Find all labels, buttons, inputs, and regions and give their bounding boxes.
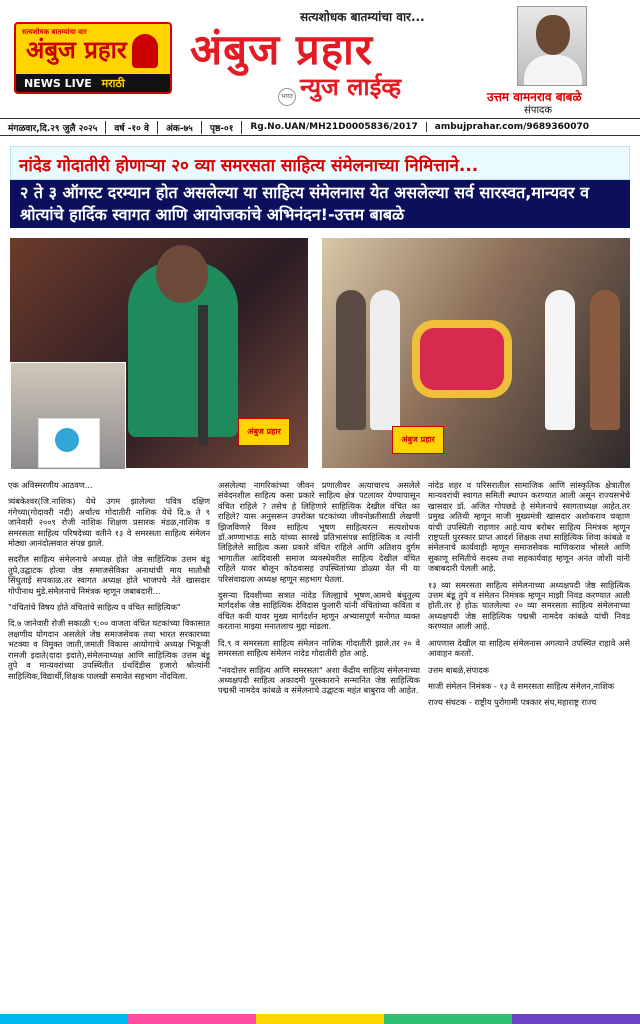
article-paragraph: नांदेड शहर व परिसरातील सामाजिक आणि सांस्कृतिक क्षेत्रातील मान्यवरांची स्वागत समिती स्थापन करण्यात आली असून राज्यसभेचे खासदार डॉ. अजित गोपछडे हे संमेलनाचे स्वागताध्यक्ष आहेत.तर प्रमुख अतिथी म्हणून माजी मुख्यमंत्री खासदार अशोकराव चव्हाण यांची उपस्थिती राहणार आहे.याच बरोबर साहित्य निमंत्रक म्हणून राष्ट्रपती पुरस्कार प्राप्त आदर्श शिक्षक तथा साहित्यिक शिवा कांबळे व संमेलनाचे कार्यवाही म्हणून समाजसेवक माणिकराव भोसले आणि सुकाणू समितीचे सदस्य तथा सहकार्यवाह म्हणून अनंत जोशी यांनी जबाबदारी पेलली आहे.	[428, 480, 630, 574]
article-paragraph: एक अविस्मरणीय आठवण...	[8, 480, 93, 490]
article-paragraph: "वंचितांचे विषय होते वंचितांचे साहित्य व वंचित साहित्यिक"	[8, 602, 181, 613]
article-paragraph: "नवदोत्तर साहित्य आणि समरसता" अशा केंद्रीय साहित्य संमेलनाच्या अध्यक्षपदी साहित्य अकादमी पुरस्काराने सन्मानित जेष्ठ साहित्यिक पद्मश्री नामदेव कांबळे व संमेलनाचे उद्घाटक महंत बाबुराव जी आहेत.	[218, 664, 420, 696]
brand-title: अंबुज प्रहार	[190, 25, 374, 74]
article-paragraph: १३ व्या समरसता साहित्य संमेलनाच्या अध्यक्षपदी जेष्ठ साहित्यिक उत्तम बंडू तुपे व संमेलन निमंत्रक म्हणून माझी निवड करण्यात आली होती.तर हे होऊ घातलेल्या २० व्या समरसता साहित्य संमेलनाच्या अध्यक्षपदी जेष्ठ साहित्यिक पद्मश्री नामदेव कांबळे यांची निवड करण्यात आली आहे.	[428, 579, 630, 632]
article-paragraph: दुसऱ्या दिवशीच्या सत्रात नांदेड जिल्ह्याचे भूषण,आमचे बंधुतुल्य मार्गदर्शक जेष्ठ साहित्यिक देविदास फुलारी यांनी वंचितांच्या कविता व वंचित कवी यावर मुख्य मार्गदर्शन म्हणून अभ्यासपूर्ण मनोगत व्यक्त करताना माझ्या मनातलाच मुद्दा मांडला.	[218, 590, 420, 632]
page-number: पृष्ठ-०१	[202, 121, 243, 134]
signature-role: माजी संमेलन निमंत्रक - १३ वे समरसता साहित्य संमेलन,नाशिक	[428, 680, 615, 691]
decorated-palanquin	[420, 328, 504, 390]
article-column-1	[8, 480, 210, 1016]
microphone-icon	[132, 34, 158, 68]
article-body	[8, 480, 632, 1016]
right-photo-person-3	[545, 290, 575, 430]
registration-number: Rg.No.UAN/MH21D0005836/2017	[242, 122, 426, 132]
brand-tagline: सत्यशोधक बातम्यांचा वार...	[300, 10, 425, 24]
issue-date: मंगळवार,दि.२९ जुलै २०२५	[0, 121, 106, 134]
logo-live-bar	[16, 74, 170, 92]
article-column-2	[218, 480, 420, 1016]
issue-info-bar	[0, 118, 640, 136]
article-column-3	[428, 480, 630, 1016]
microphone-stand	[198, 305, 208, 445]
contact-info: ambujprahar.com/9689360070	[434, 122, 589, 132]
photo-watermark-left: अंबुज प्रहार	[238, 418, 290, 446]
editor-photo	[517, 6, 587, 86]
signature-role: राज्य संघटक - राष्ट्रीय पुरोगामी पत्रकार संघ,महाराष्ट्र राज्य	[428, 697, 597, 708]
editor-face	[536, 15, 570, 55]
logo-language: मराठी	[101, 77, 125, 90]
masthead	[0, 0, 640, 118]
editor-name: उत्तम वामनराव बाबळे	[487, 90, 582, 104]
right-photo-person-2	[370, 290, 400, 430]
speaker-head	[156, 245, 208, 303]
editor-role: संपादक	[524, 105, 553, 116]
article-paragraph: दि.९ व समरसता साहित्य संमेलन नाशिक गोदातीरी झाले.तर २० वे समरसता साहित्य संमेलन नांदेड गोदातीरी होत आहे.	[218, 637, 420, 659]
article-paragraph: आपणास देखील या साहित्य संमेलनास अगत्याने उपस्थित राहावे असे आवाहन करतो.	[428, 637, 630, 659]
color-strip	[0, 1014, 640, 1024]
signature-name: उत्तम बाबळे,संपादक	[428, 664, 489, 675]
photo-watermark-right: अंबुज प्रहार	[392, 426, 444, 454]
news-live-text: NEWS LIVE	[24, 77, 92, 90]
logo-tagline: सत्यशोधक बातम्यांचा वार	[22, 28, 87, 36]
issue-year: वर्ष -१० वे	[106, 121, 158, 134]
subheadline-banner: २ ते ३ ऑगस्ट दरम्यान होत असलेल्या या साहित्य संमेलनास येत असलेल्या सर्व सारस्वत,मान्यवर व श्रोत्यांचे हार्दिक स्वागत आणि आयोजकांचे अभिनंदन!-उत्तम बाबळे	[10, 180, 630, 228]
article-paragraph: असलेल्या नागरिकांच्या जीवन प्रणालीवर अत्याचारच असलेले संवेदनशील साहित्य कसा प्रकारे साहित्य क्षेत्र पटलावर येण्यापासून वंचित राहिले ? तसेच हे लिहिणारे साहित्यिक देखील वंचित का राहिले? यास अनुसरून उपरोक्त घटकांच्या जीवनोन्नतीसाठी लेखणी झिजविणारे विश्व साहित्य भूषण साहित्यरत्न सत्यशोधक डॉ.अण्णाभाऊ साठे यांच्या सारखे प्रतिभासंपन्न साहित्यिक व त्यांनी लिहिलेले साहित्य कसा प्रकारे वंचित राहिले आणि अतिशय दुर्गम भागातील आदिवासी समाज व्यवस्थेवरील साहित्य देखील वंचित राहिले यावर बोलून कोठवासह उपस्थितांच्या डोळ्या येत मी या परिसंवादाला अध्यक्ष म्हणून सहभाग घेतला.	[218, 480, 420, 584]
logo-name: अंबुज प्रहार	[26, 36, 127, 64]
right-photo-person-4	[590, 290, 620, 430]
article-paragraph: त्र्यंबकेश्वर(जि.नाशिक) येथे उगम झालेल्या पवित्र दक्षिण गंगेच्या(गोदावरी नदी) अर्थात्च गोदातीरी नाशिक येथे दि.७ ते ९ जानेवारी २००९ रोजी नाशिक शिक्षण प्रसारक मंडळ,नाशिक व समरसता साहित्य परिषदेच्या वतीने १३ वे समरसता साहित्य संमेलन मोठ्या आनंदोत्सवात संपन्न झाले.	[8, 496, 210, 549]
article-paragraph: सदरील साहित्य संमेलनाचे अध्यक्ष होते जेष्ठ साहित्यिक उत्तम बंडू तुपे,उद्घाटक होत्या जेष्ठ समाजसेविका अनाथांची माय मातोश्री सिंधुताई सपकाळ.तर स्वागत अध्यक्ष होते भाजपचे नेते खासदार गोपीनाथ मुंडे.संमेलनाचे निमंत्रक म्हणून जबाबदारी...	[8, 554, 210, 596]
newspaper-logo	[14, 22, 172, 94]
brand-subtitle: न्युज लाईव्ह	[300, 73, 402, 101]
editor-shirt	[524, 55, 582, 86]
podium-logo-icon	[55, 428, 79, 452]
right-photo-person-1	[336, 290, 366, 430]
seal-icon: भारत	[278, 88, 296, 106]
main-headline: नांदेड गोदातीरी होणाऱ्या २० व्या समरसता साहित्य संमेलनाच्या निमित्ताने...	[10, 146, 630, 180]
article-paragraph: दि.७ जानेवारी रोजी सकाळी ९:०० वाजता वंचित घटकांच्या विकासात लक्षणीय योगदान असलेले जेष्ठ समाजसेवक तथा भारत सरकारच्या भटक्या व विमुक्त जाती,जमाती विकास आयोगाचे अध्यक्ष भिकूजी रामजी इदाते(दादा इदाते),संमेलनाध्यक्ष आणि साहित्यिक उत्तम बंडू तुपे व मान्यवरांच्या उपस्थितीत ग्रंथदिंडीस हजारो श्रोत्यांनी साहित्यिक,विद्यार्थी,शिक्षक पालखी समावेत सहभाग नोंदविला.	[8, 618, 210, 681]
issue-number: अंक-७५	[158, 121, 202, 134]
